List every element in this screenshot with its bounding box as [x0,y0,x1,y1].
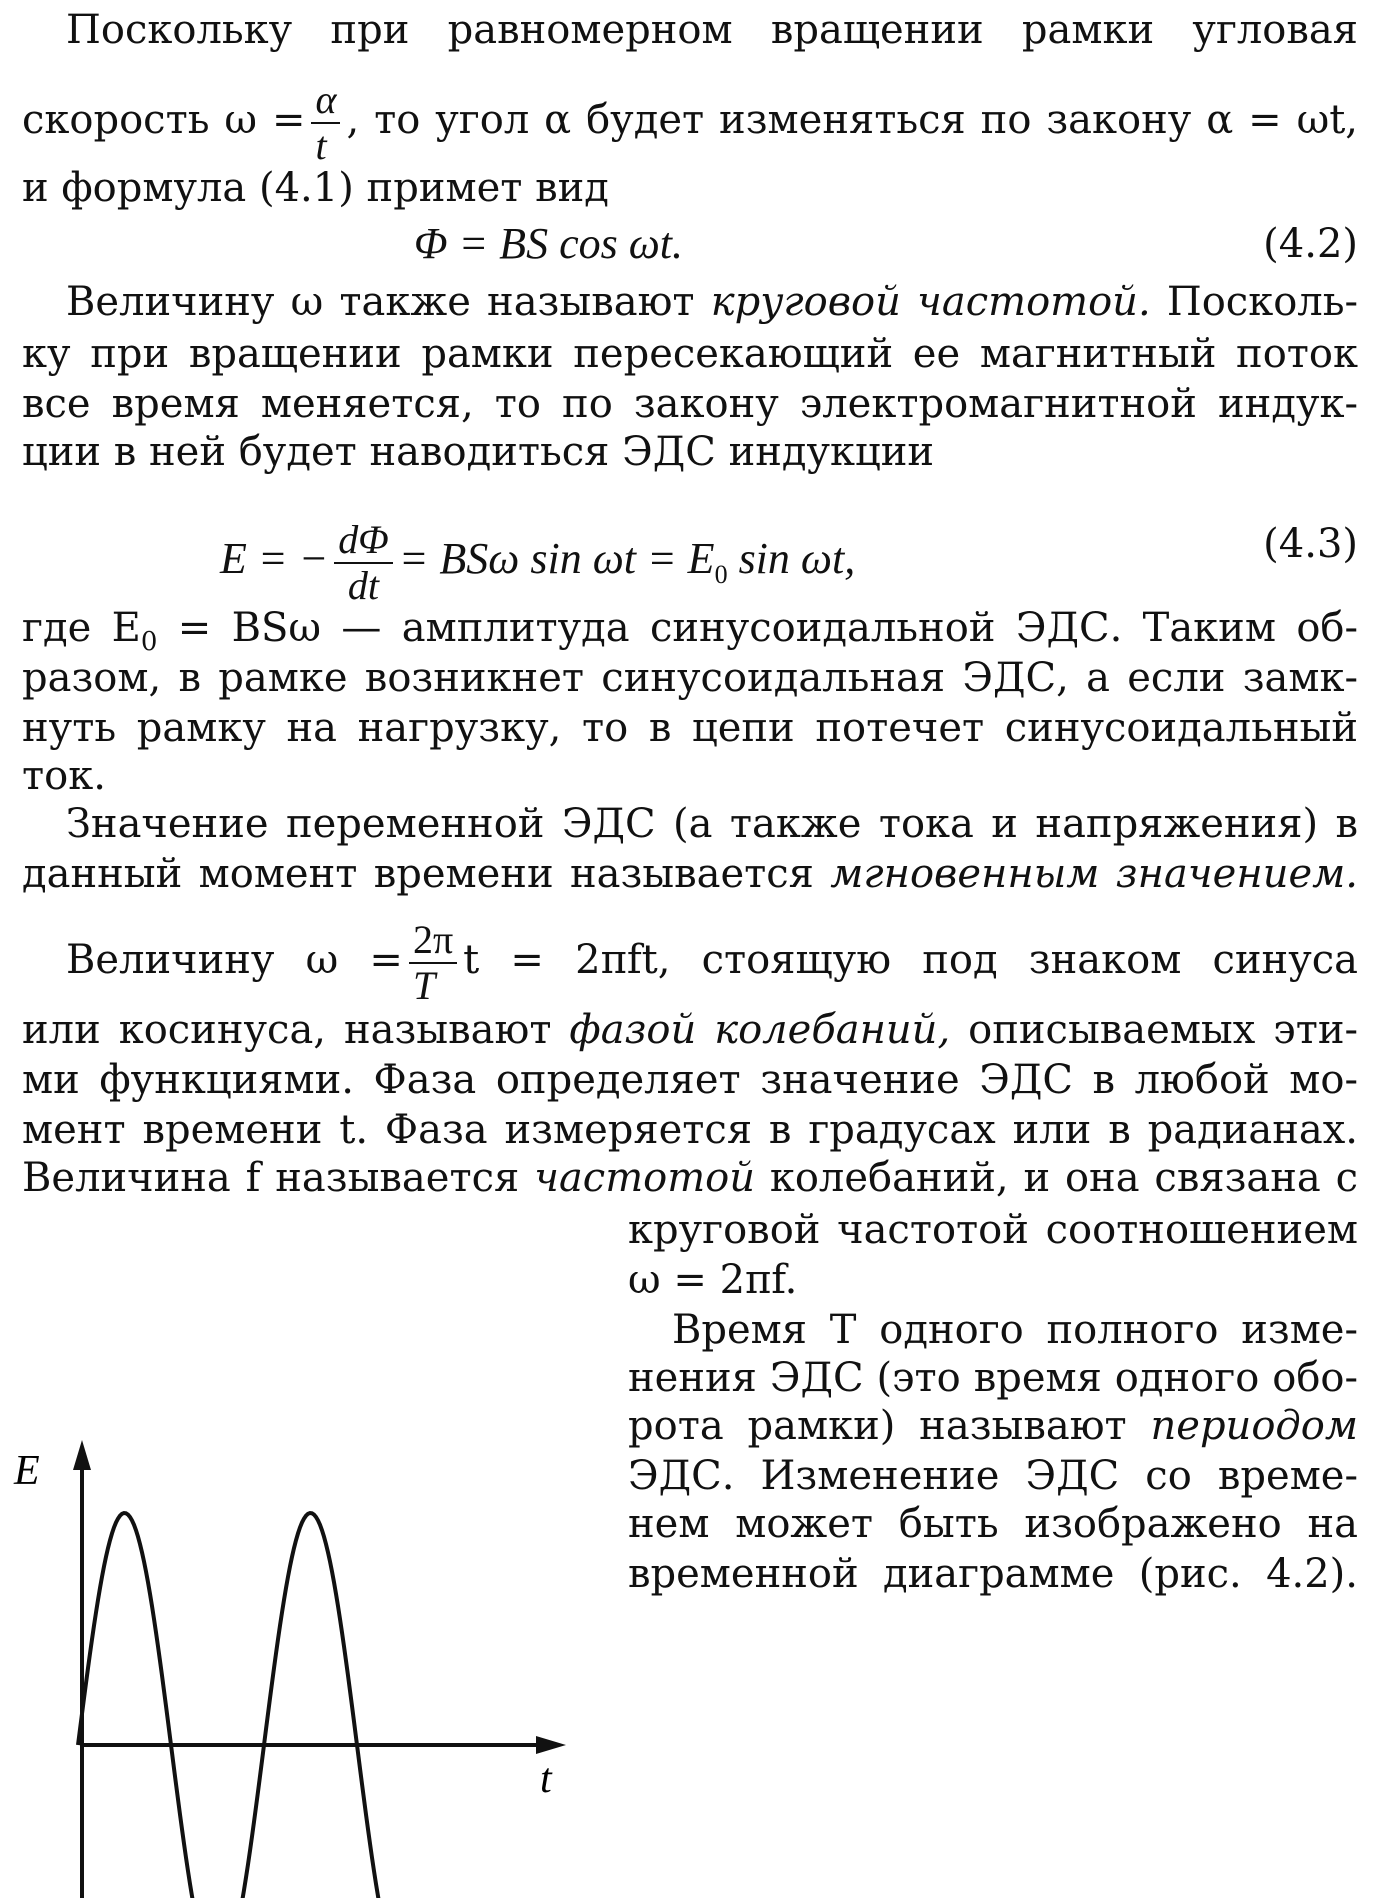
sine-wave-figure [0,1400,600,1898]
fraction-2pi-over-T: $\frac{2\pi}{T}$ [409,918,457,1008]
y-axis-label: E [14,1448,40,1494]
term-frequency: частотой [534,1155,755,1201]
text-line: круговой частотой соотношением [628,1207,1358,1253]
text-line: временной диаграмме (рис. 4.2). [628,1551,1358,1597]
text-line: ЭДС. Изменение ЭДС со време- [628,1453,1358,1499]
term-circular-frequency: круговой частотой. [710,279,1151,325]
text-line: и формула (4.1) примет вид [22,165,609,211]
text-line: Величина f называется частотой колебаний, и она связана с [22,1155,1358,1201]
text-line-with-fraction: Величину ω = $\frac{2\pi}{T}$ t = 2πft, стоящую под знаком синуса [66,917,1358,1008]
text-line: нем может быть изображено на [628,1501,1358,1547]
x-axis-arrow [536,1736,566,1754]
fraction-alpha-over-t: $\frac{\alpha}{t}$ [311,78,340,168]
text-line: рота рамки) называют периодом [628,1403,1358,1449]
text-line: или косинуса, называют фазой колебаний, описываемых эти- [22,1007,1358,1053]
text-line: ми функциями. Фаза определяет значение ЭДС в любой мо- [22,1057,1358,1103]
text-line-with-fraction: скорость ω = $\frac{\alpha}{t}$ , то угол α будет изменяться по закону α = ωt, [22,77,1358,168]
x-axis-label: t [540,1756,552,1802]
sine-curve [78,1513,418,1898]
y-axis-arrow [73,1440,91,1470]
text-line: данный момент времени называется мгновенным значением. [22,851,1359,897]
text-line: нуть рамку на нагрузку, то в цепи потечет синусоидальный [22,705,1358,751]
text-line: все время меняется, то по закону электромагнитной индук- [22,381,1358,427]
term-period: периодом [1150,1403,1358,1449]
text-line: Величину ω также называют круговой частотой. Посколь- [66,279,1358,325]
textbook-page: Поскольку при равномерном вращении рамки угловая скорость ω = $\frac{\alpha}{t}$ , то угол α будет изменяться по закону α = ωt, и формула (4.1) примет вид Φ = BS cos ωt. (4.2) Величину ω также называют круговой частотой. Посколь- ку при вращении рамки пересекающий ее магнитный поток все время меняется, то по закону электромагнитной индук- ции в ней будет наводиться ЭДС индукции E = − $\frac{d\Phi}{dt}$ = BSω $\sin \omega t = E_0$ sin ωt, (4.3) где $E_0 = BS\omega$ — амплитуда синусоидальной ЭДС. Таким об- разом, в рамке возникнет синусоидальная ЭДС, а если замк- нуть рамку на нагрузку, то в цепи потечет синусоидальный ток. Значение переменной ЭДС (а также тока и напряжения) в данный момент времени называется мгновенным значением. Величину ω = $\frac{2\pi}{T}$ t = 2πft, стоящую под знаком синуса или косинуса, называют фазой колебаний, описываемых эти- ми функциями. Фаза определяет значение ЭДС в любой мо- мент времени t. Фаза измеряется в градусах или в радианах. Величина f называется частотой колебаний, и она связана с круговой частотой соотношением ω = 2πf. Время T одного полного изме- нения ЭДС (это время одного обо- рота рамки) называют периодом ЭДС. Изменение ЭДС со време- нем может быть изображено на временной диаграмме (рис. 4.2). [22,7,1359,1597]
text-line: Поскольку при равномерном вращении рамки угловая [66,7,1358,53]
fraction-dphi-dt: $\frac{d\Phi}{dt}$ [334,518,392,608]
text-line: мент времени t. Фаза измеряется в градусах или в радианах. [22,1107,1358,1153]
equation-number: (4.2) [1263,221,1358,267]
text-line: ω = 2πf. [628,1257,798,1303]
term-phase: фазой колебаний, [569,1007,951,1053]
text-line: ток. [22,753,106,799]
text-line: ции в ней будет наводиться ЭДС индукции [22,429,935,475]
equation-4-3: E = − $\frac{d\Phi}{dt}$ = BSω $\sin \omega t = E_0$ sin ωt, (4.3) [220,517,1358,608]
text-line: разом, в рамке возникнет синусоидальная ЭДС, а если замк- [22,655,1358,701]
text-line: где $E_0 = BS\omega$ — амплитуда синусоидальной ЭДС. Таким об- [22,605,1358,657]
term-instantaneous-value: мгновенным значением. [830,851,1359,897]
text-line: Время T одного полного изме- [672,1307,1358,1353]
text-line: Значение переменной ЭДС (а также тока и напряжения) в [66,801,1358,847]
equation-number: (4.3) [1263,521,1358,567]
text-line: ку при вращении рамки пересекающий ее магнитный поток [22,331,1358,377]
text-line: нения ЭДС (это время одного обо- [628,1355,1358,1401]
